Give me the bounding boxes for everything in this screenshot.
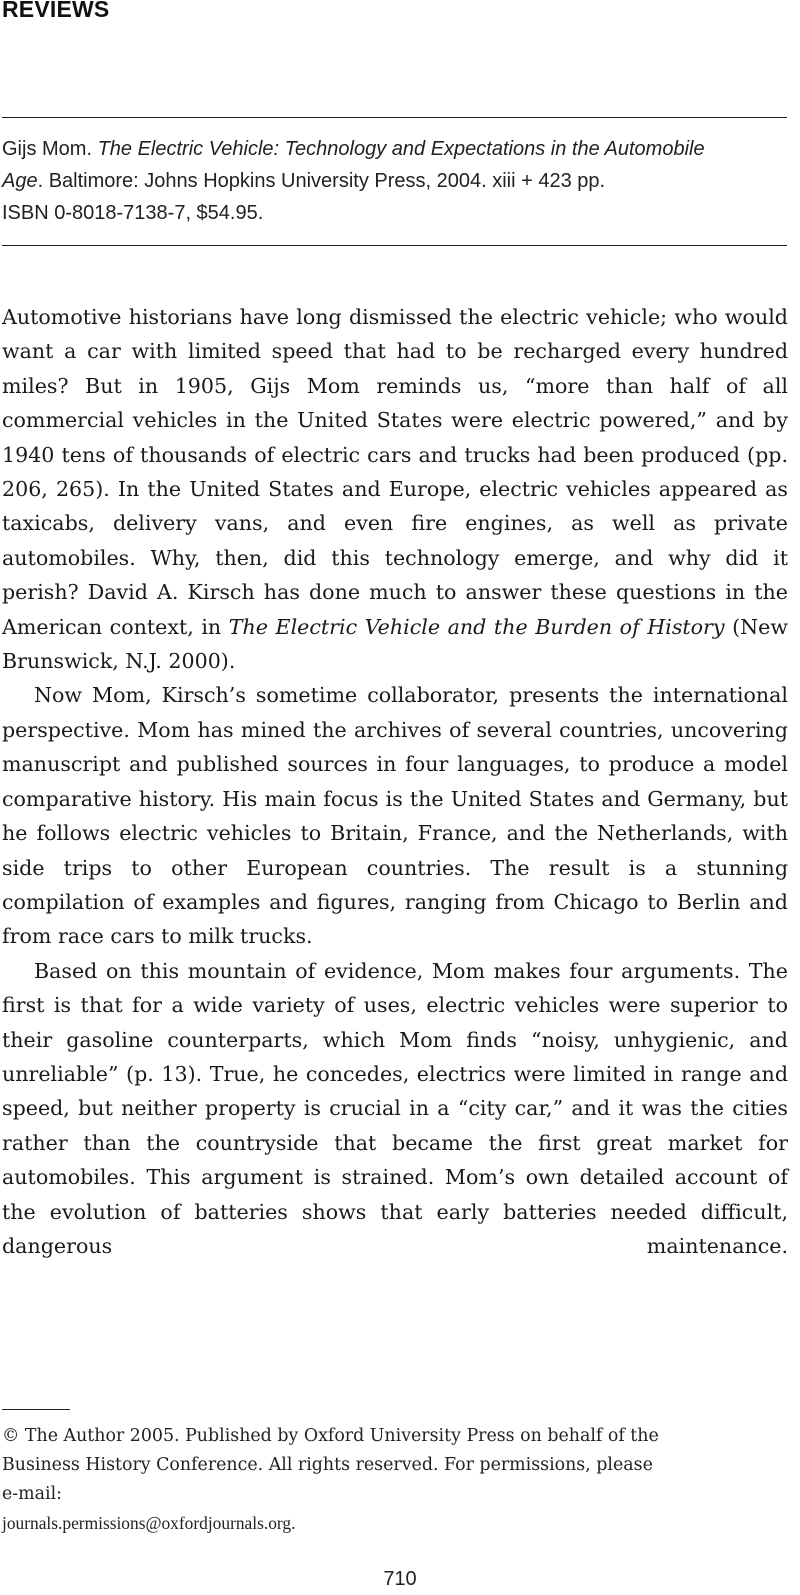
cited-book-title: The Electric Vehicle and the Burden of History <box>228 614 725 639</box>
footnote-line-3 <box>2 1480 788 1538</box>
citation-line-1 <box>2 133 788 165</box>
footnote-rule <box>2 1409 70 1410</box>
citation-title-part-1: The Electric Vehicle: Technology and Expectations in the Automobile <box>97 138 705 160</box>
footnote-line-1: © The Author 2005. Published by Oxford University Press on behalf of the <box>2 1426 659 1446</box>
citation-bottom-rule <box>2 245 787 246</box>
permissions-email: journals.permissions@oxfordjournals.org. <box>2 1513 296 1533</box>
citation-line-2 <box>2 165 788 197</box>
citation-top-rule <box>2 117 787 118</box>
paragraph-1 <box>2 300 788 678</box>
paragraph-3: Based on this mountain of evidence, Mom makes four arguments. The first is that for a wide variety of uses, electric vehicles were superior to their gasoline counterparts, which Mom finds “noisy, unhygienic, and unreliable” (p. 13). True, he concedes, electrics were limited in range and speed, but neither property is crucial in a “city car,” and it was the cities rather than the countryside that became the first great market for automobiles. This argument is strained. Mom’s own detailed account of the evolution of batteries shows that early batteries needed difficult, dangerous maintenance. <box>2 958 788 1258</box>
section-title: REVIEWS <box>2 0 110 22</box>
citation-author: Gijs Mom. <box>2 138 98 160</box>
paragraph-1-end: (New Brunswick, N.J. 2000). <box>2 614 788 674</box>
paragraph-1-text: Automotive historians have long dismissed the electric vehicle; who would want a car with limited speed that had to be recharged every hundred miles? But in 1905, Gijs Mom reminds us, “more than half of all commercial vehicles in the United States were electric powered,” and by 1940 tens of thousands of electric cars and trucks had been produced (pp. 206, 265). In the United States and Europe, electric vehicles appeared as taxicabs, delivery vans, and even fire engines, as well as private automobiles. Why, then, did this technology emerge, and why did it perish? David A. Kirsch has done much to answer these questions in the American context, in <box>2 305 788 639</box>
footnote-email-prefix: e-mail: <box>2 1484 63 1504</box>
citation-publisher: . Baltimore: Johns Hopkins University Press, 2004. xiii + 423 pp. <box>37 170 606 192</box>
paragraph-2: Now Mom, Kirsch’s sometime collaborator, presents the international perspective. Mom has mined the archives of several countries, uncovering manuscript and published sources in four languages, to produce a model comparative history. His main focus is the United States and Germany, but he follows electric vehicles to Britain, France, and the Netherlands, with side trips to other European countries. The result is a stunning compilation of examples and figures, ranging from Chicago to Berlin and from race cars to milk trucks. <box>2 683 788 949</box>
review-body <box>2 300 788 1263</box>
copyright-footnote <box>2 1422 788 1538</box>
citation-isbn-price: ISBN 0-8018-7138-7, $54.95. <box>2 202 264 224</box>
page-number: 710 <box>383 1568 417 1590</box>
footnote-line-2: Business History Conference. All rights reserved. For permissions, please <box>2 1455 653 1475</box>
book-citation <box>2 133 788 229</box>
citation-title-part-2: Age <box>2 170 38 192</box>
